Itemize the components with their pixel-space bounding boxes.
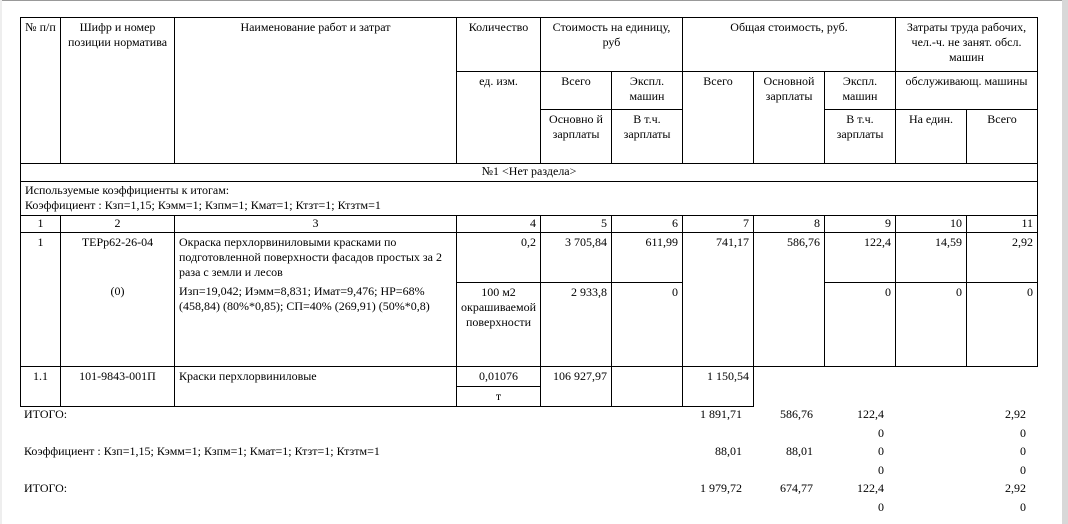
coef-total-label: Коэффициент : Кзп=1,15; Кэмм=1; Кзпм=1; Кмат=1; Ктзт=1; Ктзтм=1 <box>24 444 380 458</box>
item-labor-unit: 14,59 <box>896 233 967 283</box>
hdr-name: Наименование работ и затрат <box>175 18 457 164</box>
subitem-qty: 0,01076 <box>457 366 541 386</box>
col-number: 9 <box>825 216 896 233</box>
coef-total-labor: 0 <box>1020 444 1026 458</box>
subitem-unit-expl <box>612 366 683 406</box>
item-row-1-1-top <box>21 366 1038 386</box>
col-number: 11 <box>967 216 1038 233</box>
hdr-code: Шифр и номер позиции норматива <box>61 18 175 164</box>
hdr-total-cost: Общая стоимость, руб. <box>683 18 896 72</box>
grand-total-labor: 2,92 <box>1005 481 1026 495</box>
col-number: 3 <box>175 216 457 233</box>
coef-note-line-1: Используемые коэффициенты к итогам: <box>25 183 230 197</box>
col-number: 10 <box>896 216 967 233</box>
item-unit-incl: 0 <box>612 282 683 366</box>
hdr-num: № п/п <box>21 18 61 164</box>
total-expl-sub: 0 <box>878 426 884 440</box>
item-total-all: 741,17 <box>683 233 754 367</box>
subitem-code: 101-9843-001П <box>61 366 175 406</box>
page-shadow-right <box>1062 0 1068 524</box>
col-number: 2 <box>61 216 175 233</box>
grand-total-labor-sub: 0 <box>1020 500 1026 514</box>
hdr-total-incl: В т.ч. зарплаты <box>825 110 896 164</box>
col-number: 4 <box>457 216 541 233</box>
item-name-sub: Изп=19,042; Иэмм=8,831; Имат=9,476; НР=68% (458,84) (80%*0,85); СП=40% (269,91) (50%*0,8) <box>175 282 457 366</box>
hdr-total-main: Основной зарплаты <box>754 72 825 164</box>
item-code: ТЕРр62-26-04 <box>61 233 175 283</box>
hdr-total-all: Всего <box>683 72 754 164</box>
hdr-total-expl: Экспл. машин <box>825 72 896 110</box>
coef-total-labor-sub: 0 <box>1020 463 1026 477</box>
total-labor: 2,92 <box>1005 407 1026 421</box>
coef-row <box>21 182 1038 216</box>
item-total-main: 586,76 <box>754 233 825 367</box>
coef-total-expl-sub: 0 <box>878 463 884 477</box>
hdr-unit-incl: В т.ч. зарплаты <box>612 110 683 164</box>
grand-total-all: 1 979,72 <box>700 481 742 495</box>
total-labor-sub: 0 <box>1020 426 1026 440</box>
item-unit: 100 м2 окрашиваемой поверхности <box>457 282 541 366</box>
hdr-per-unit: На един. <box>896 110 967 164</box>
grand-total-expl-sub: 0 <box>878 500 884 514</box>
item-unit-expl: 611,99 <box>612 233 683 283</box>
hdr-labor-total: Всего <box>967 110 1038 164</box>
grand-total-label: ИТОГО: <box>24 481 68 495</box>
subitem-name: Краски перхлорвиниловые <box>175 366 457 406</box>
item-total-expl: 122,4 <box>825 233 896 283</box>
hdr-labor: Затраты труда рабочих, чел.-ч. не занят. обсл. машин <box>896 18 1038 72</box>
col-numbers-row <box>21 216 1038 233</box>
item-num: 1 <box>21 233 61 283</box>
hdr-serving: обслуживающ. машины <box>896 72 1038 110</box>
hdr-unit-cost: Стоимость на единицу, руб <box>541 18 683 72</box>
section-title: №1 <Нет раздела> <box>21 164 1038 182</box>
hdr-unit: ед. изм. <box>457 72 541 164</box>
subitem-unit-all: 106 927,97 <box>541 366 612 406</box>
subitem-total-all: 1 150,54 <box>683 366 754 406</box>
item-labor-total: 2,92 <box>967 233 1038 283</box>
coef-total-all: 88,01 <box>715 444 742 458</box>
item-qty: 0,2 <box>457 233 541 283</box>
item-labor-unit-sub: 0 <box>896 282 967 366</box>
subitem-unit: т <box>457 386 541 406</box>
page-edge-left <box>0 0 2 524</box>
hdr-unit-all: Всего <box>541 72 612 110</box>
hdr-unit-expl: Экспл. машин <box>612 72 683 110</box>
item-code-sub: (0) <box>61 282 175 366</box>
total-main: 586,76 <box>780 407 813 421</box>
col-number: 1 <box>21 216 61 233</box>
item-row-1-top <box>21 233 1038 283</box>
subitem-num: 1.1 <box>21 366 61 406</box>
item-num-cont <box>21 282 61 366</box>
subitem-empty <box>754 366 1038 406</box>
coef-total-expl: 0 <box>878 444 884 458</box>
header-row-1 <box>21 18 1038 72</box>
coef-note <box>21 182 1038 216</box>
item-unit-all: 3 705,84 <box>541 233 612 283</box>
estimate-table <box>20 17 1038 407</box>
total-all: 1 891,71 <box>700 407 742 421</box>
coef-note-line-2: Коэффициент : Кзп=1,15; Кэмм=1; Кзпм=1; Кмат=1; Ктзт=1; Ктзтм=1 <box>25 198 381 212</box>
section-row <box>21 164 1038 182</box>
col-number: 5 <box>541 216 612 233</box>
col-number: 8 <box>754 216 825 233</box>
col-number: 6 <box>612 216 683 233</box>
total-label: ИТОГО: <box>24 407 68 421</box>
total-expl: 122,4 <box>857 407 884 421</box>
grand-total-expl: 122,4 <box>857 481 884 495</box>
hdr-unit-main: Основно й зарплаты <box>541 110 612 164</box>
coef-total-main: 88,01 <box>786 444 813 458</box>
grand-total-main: 674,77 <box>780 481 813 495</box>
item-row-1-bottom <box>21 282 1038 366</box>
item-total-incl: 0 <box>825 282 896 366</box>
item-unit-main: 2 933,8 <box>541 282 612 366</box>
item-labor-total-sub: 0 <box>967 282 1038 366</box>
col-number: 7 <box>683 216 754 233</box>
hdr-qty: Количество <box>457 18 541 72</box>
item-name: Окраска перхлорвиниловыми красками по подготовленной поверхности фасадов простых за 2 раза с земли и лесов <box>175 233 457 283</box>
